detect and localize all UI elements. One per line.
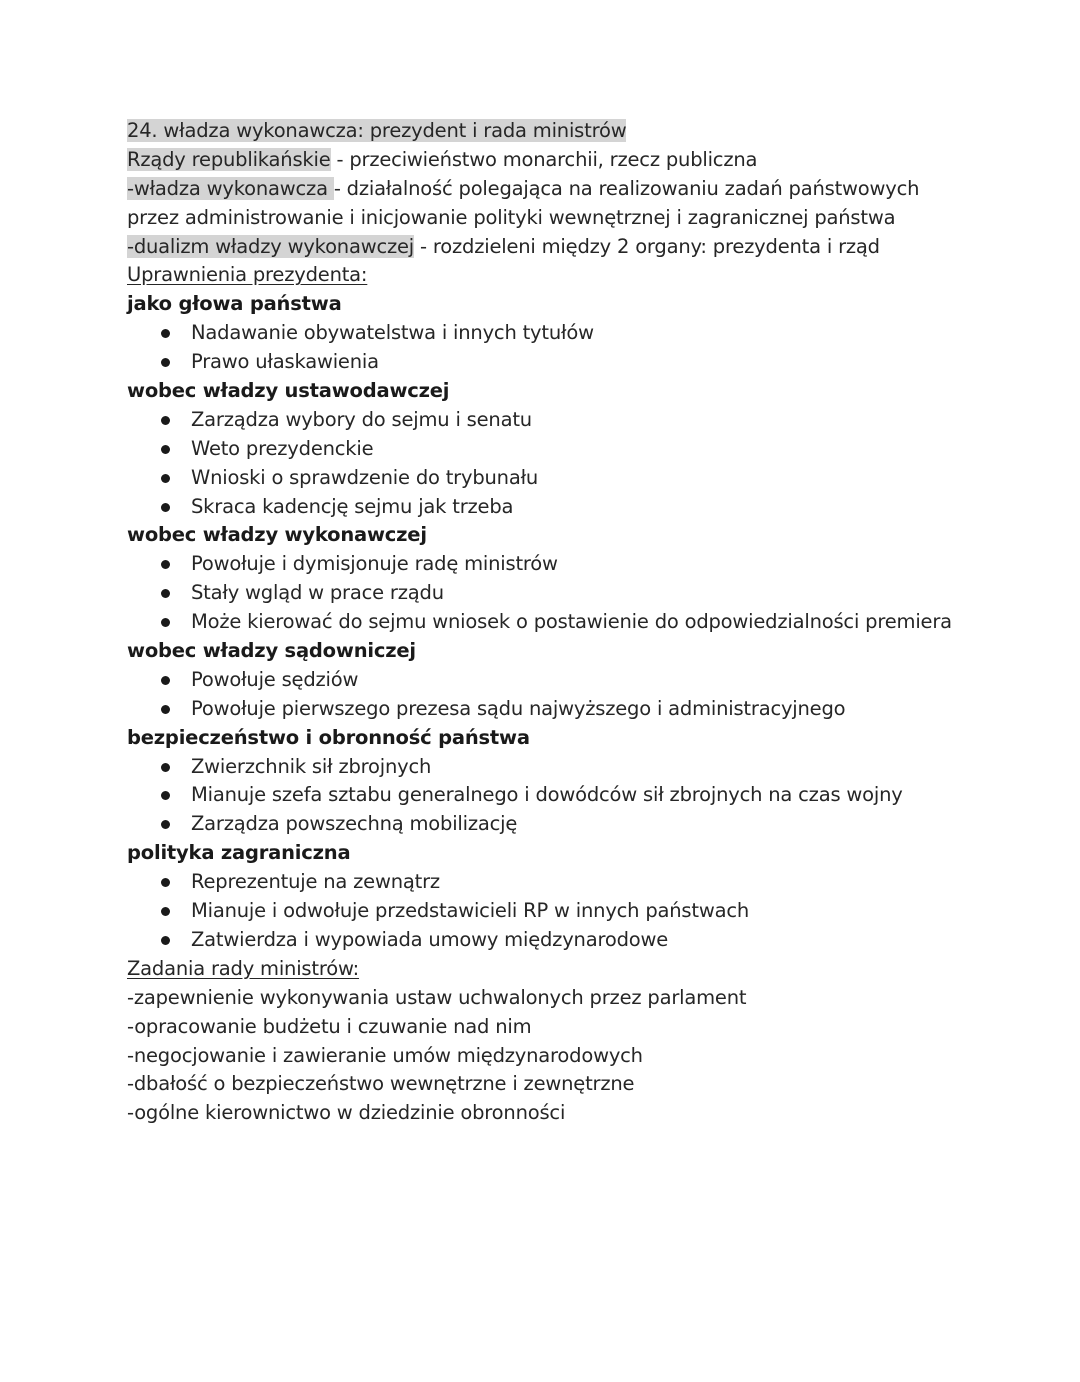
- list-item-text: Wnioski o sprawdzenie do trybunału: [191, 465, 539, 489]
- bullet-list: [127, 550, 1027, 637]
- list-item: [127, 781, 1027, 810]
- president-heading: Uprawnienia prezydenta:: [127, 263, 368, 287]
- list-item-text: Mianuje szefa sztabu generalnego i dowódców sił zbrojnych na czas wojny: [191, 783, 903, 807]
- list-item: [127, 435, 1027, 464]
- intro-text: - rozdzieleni między 2 organy: prezydenta i rząd: [414, 234, 880, 258]
- ministers-heading: Zadania rady ministrów:: [127, 956, 360, 980]
- bullet-icon: [161, 618, 170, 627]
- section: [127, 377, 1027, 521]
- bullet-icon: [161, 705, 170, 714]
- bullet-list: [127, 666, 1027, 724]
- list-item-text: Stały wgląd w prace rządu: [191, 581, 444, 605]
- bullet-icon: [161, 416, 170, 425]
- section-heading: bezpieczeństwo i obronność państwa: [127, 725, 530, 749]
- section: [127, 521, 1027, 637]
- list-item-text: Powołuje sędziów: [191, 667, 359, 691]
- list-item-text: Może kierować do sejmu wniosek o postawienie do odpowiedzialności premiera: [191, 610, 952, 634]
- list-item-text: Skraca kadencję sejmu jak trzeba: [191, 494, 514, 518]
- section: [127, 637, 1027, 724]
- list-item-text: Zwierzchnik sił zbrojnych: [191, 754, 432, 778]
- bullet-icon: [161, 445, 170, 454]
- bullet-icon: [161, 589, 170, 598]
- bullet-list: [127, 868, 1027, 955]
- list-item: [127, 753, 1027, 782]
- list-item: [127, 464, 1027, 493]
- bullet-icon: [161, 676, 170, 685]
- list-item: [127, 868, 1027, 897]
- document-title: 24. władza wykonawcza: prezydent i rada ministrów: [127, 119, 627, 142]
- list-item: [127, 810, 1027, 839]
- intro-text: - działalność polegająca na realizowaniu zadań państwowych: [333, 176, 920, 200]
- intro-line: [127, 204, 1027, 233]
- intro-term: -władza wykonawcza: [127, 176, 334, 200]
- intro-text: przez administrowanie i inicjowanie polityki wewnętrznej i zagranicznej państwa: [127, 205, 896, 229]
- bullet-icon: [161, 791, 170, 800]
- intro-text: - przeciwieństwo monarchii, rzecz publiczna: [330, 147, 758, 171]
- list-item: [127, 926, 1027, 955]
- section: [127, 290, 1027, 377]
- list-item: [127, 897, 1027, 926]
- list-item-text: Nadawanie obywatelstwa i innych tytułów: [191, 321, 594, 345]
- bullet-icon: [161, 907, 170, 916]
- section-heading: jako głowa państwa: [127, 292, 342, 316]
- list-item-text: Prawo ułaskawienia: [191, 350, 379, 374]
- list-item-text: Zatwierdza i wypowiada umowy międzynarodowe: [191, 927, 669, 951]
- intro-term: Rządy republikańskie: [127, 147, 331, 171]
- bullet-icon: [161, 503, 170, 512]
- list-item: [127, 319, 1027, 348]
- list-item: [127, 493, 1027, 522]
- section-heading: wobec władzy wykonawczej: [127, 523, 427, 547]
- bullet-icon: [161, 936, 170, 945]
- section-heading: wobec władzy sądowniczej: [127, 639, 416, 663]
- task-line: -ogólne kierownictwo w dziedzinie obronności: [127, 1101, 566, 1125]
- intro-line: [127, 146, 1027, 175]
- list-item-text: Mianuje i odwołuje przedstawicieli RP w innych państwach: [191, 899, 750, 923]
- bullet-icon: [161, 878, 170, 887]
- list-item: [127, 348, 1027, 377]
- bullet-icon: [161, 560, 170, 569]
- list-item: [127, 579, 1027, 608]
- intro-line: [127, 233, 1027, 262]
- bullet-list: [127, 753, 1027, 840]
- bullet-icon: [161, 358, 170, 367]
- section: [127, 724, 1027, 840]
- intro-term: -dualizm władzy wykonawczej: [127, 234, 415, 258]
- list-item: [127, 666, 1027, 695]
- bullet-icon: [161, 329, 170, 338]
- bullet-list: [127, 406, 1027, 522]
- list-item: [127, 406, 1027, 435]
- section-heading: polityka zagraniczna: [127, 841, 351, 865]
- list-item-text: Weto prezydenckie: [191, 436, 374, 460]
- list-item: [127, 695, 1027, 724]
- section-heading: wobec władzy ustawodawczej: [127, 379, 450, 403]
- list-item-text: Zarządza powszechną mobilizację: [191, 812, 518, 836]
- task-line: -dbałość o bezpieczeństwo wewnętrzne i zewnętrzne: [127, 1072, 635, 1096]
- task-line: -negocjowanie i zawieranie umów międzynarodowych: [127, 1043, 643, 1067]
- intro-line: [127, 175, 1027, 204]
- list-item-text: Powołuje pierwszego prezesa sądu najwyższego i administracyjnego: [191, 696, 846, 720]
- bullet-icon: [161, 474, 170, 483]
- list-item-text: Powołuje i dymisjonuje radę ministrów: [191, 552, 558, 576]
- document-page: [127, 117, 1027, 1128]
- bullet-icon: [161, 820, 170, 829]
- title-line: [127, 117, 1027, 146]
- section: [127, 839, 1027, 955]
- list-item-text: Zarządza wybory do sejmu i senatu: [191, 407, 532, 431]
- bullet-list: [127, 319, 1027, 377]
- list-item: [127, 550, 1027, 579]
- task-line: -opracowanie budżetu i czuwanie nad nim: [127, 1014, 532, 1038]
- task-line: -zapewnienie wykonywania ustaw uchwalonych przez parlament: [127, 985, 747, 1009]
- list-item: [127, 608, 1027, 637]
- bullet-icon: [161, 763, 170, 772]
- list-item-text: Reprezentuje na zewnątrz: [191, 870, 440, 894]
